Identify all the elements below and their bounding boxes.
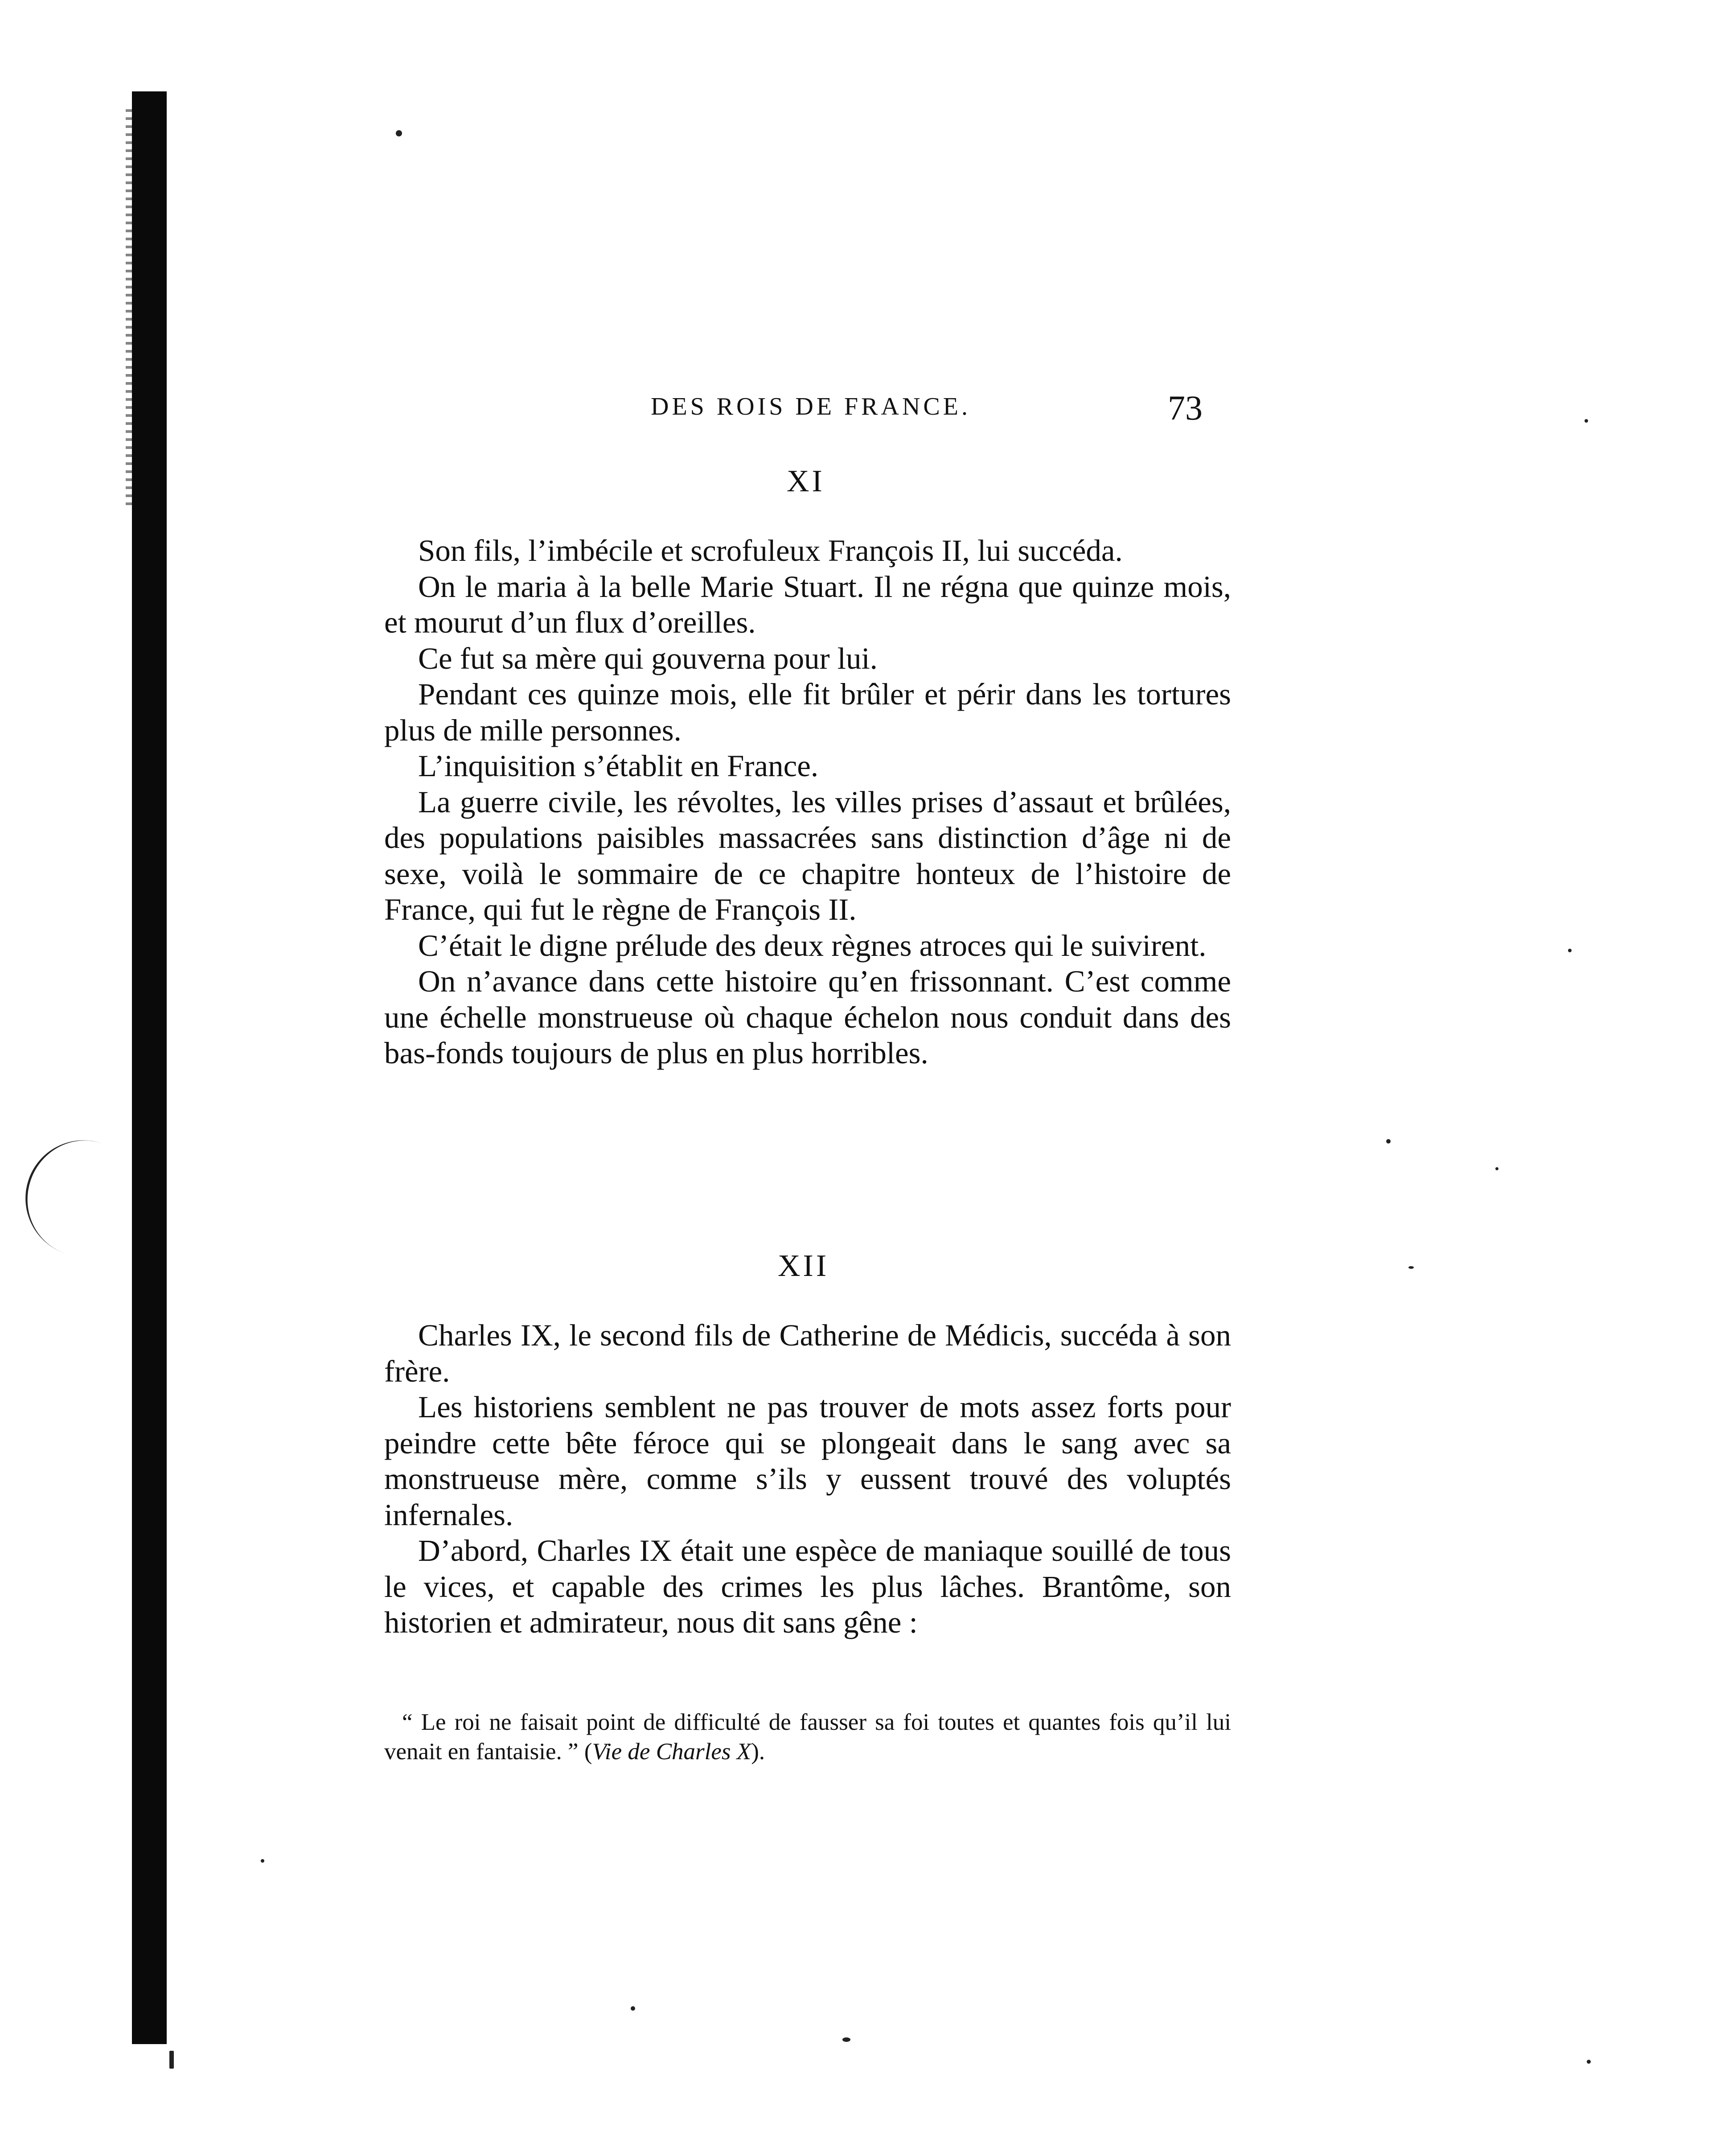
- paragraph: Les historiens semblent ne pas trouver de mots assez forts pour peindre cette bête féroce qui se plongeait dans le sang avec sa monstrueuse mère, comme s’ils y eussent trouvé des voluptés infernales.: [384, 1390, 1231, 1532]
- footnote: [384, 1708, 1231, 1766]
- margin-pencil-mark: [10, 1125, 107, 1255]
- footnote-paragraph: [384, 1708, 1231, 1766]
- section-xi-body: [384, 533, 1231, 1071]
- page-number: 73: [1168, 388, 1203, 427]
- paragraph: Pendant ces quinze mois, elle fit brûler et périr dans les tortures plus de mille personnes.: [384, 677, 1231, 747]
- paragraph: On le maria à la belle Marie Stuart. Il ne régna que quinze mois, et mourut d’un flux d’oreilles.: [384, 569, 1231, 639]
- binding-shadow: [132, 91, 167, 2044]
- scan-speck: [261, 1859, 264, 1863]
- scan-speck: [842, 2037, 850, 2042]
- footnote-source-open: (: [584, 1739, 592, 1765]
- paragraph: Son fils, l’imbécile et scrofuleux François II, lui succéda.: [418, 534, 1123, 568]
- scan-speck: [1587, 2060, 1591, 2064]
- scan-speck: [631, 2006, 635, 2011]
- paragraph: L’inquisition s’établit en France.: [418, 749, 819, 783]
- paragraph: On n’avance dans cette histoire qu’en frissonnant. C’est comme une échelle monstrueuse où chaque échelon nous conduit dans des bas-fonds toujours de plus en plus horribles.: [384, 964, 1231, 1070]
- section-xii-title: XII: [778, 1249, 829, 1283]
- paragraph: Charles IX, le second fils de Catherine de Médicis, succéda à son frère.: [384, 1318, 1231, 1388]
- scan-speck: [1386, 1139, 1391, 1144]
- scan-speck: [396, 130, 402, 136]
- paragraph: D’abord, Charles IX était une espèce de maniaque souillé de tous le vices, et capable des crimes les plus lâches. Brantôme, son historien et admirateur, nous dit sans gêne :: [384, 1534, 1231, 1639]
- scan-speck: [1585, 419, 1588, 423]
- scan-speck: [1568, 949, 1572, 952]
- footnote-source-title: Vie de Charles X: [592, 1739, 751, 1765]
- footnote-quote: “ Le roi ne faisait point de difficulté de fausser sa foi toutes et quantes fois qu’il lui venait en fantaisie. ”: [384, 1709, 1231, 1765]
- section-xi-title: XI: [787, 464, 825, 498]
- footnote-source-close: ).: [751, 1739, 765, 1765]
- paragraph: La guerre civile, les révoltes, les villes prises d’assaut et brûlées, des populations paisibles massacrées sans distinction d’âge ni de sexe, voilà le sommaire de ce chapitre honteux de l’histoire de France, qui fut le règne de François II.: [384, 785, 1231, 926]
- scan-speck: [169, 2051, 174, 2069]
- scan-speck: [1408, 1266, 1414, 1269]
- paragraph: C’était le digne prélude des deux règnes atroces qui le suivirent.: [418, 928, 1207, 963]
- scan-speck: [1495, 1167, 1498, 1170]
- running-head: DES ROIS DE FRANCE.: [651, 393, 971, 420]
- paragraph: Ce fut sa mère qui gouverna pour lui.: [418, 641, 878, 675]
- section-xii-body: [384, 1317, 1231, 1641]
